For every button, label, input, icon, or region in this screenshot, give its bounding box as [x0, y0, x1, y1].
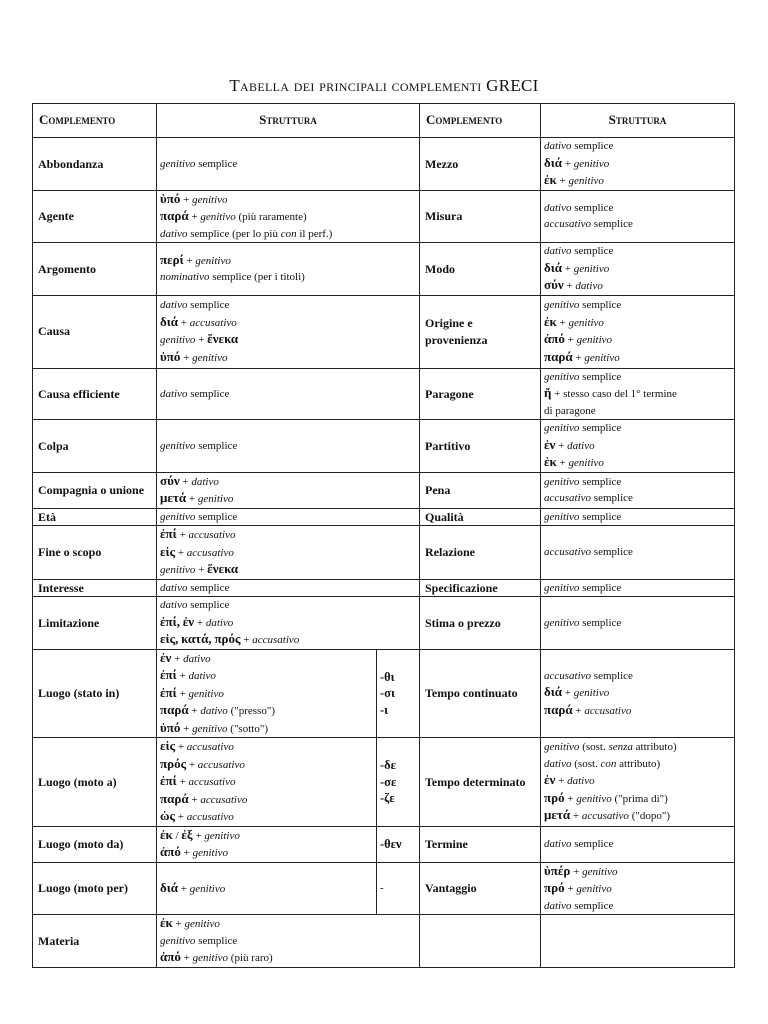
- complement-structure: [157, 649, 377, 738]
- table-row: [33, 526, 735, 580]
- structure-line: σύν + dativo: [544, 277, 603, 292]
- structure-line: ἐκ + genitivo: [544, 313, 604, 329]
- structure-line: genitivo semplice: [544, 581, 622, 594]
- complement-structure-2: [541, 295, 735, 368]
- header-struttura: Struttura: [157, 104, 420, 138]
- title-text: Tabella dei principali complementi GRECI: [229, 76, 539, 95]
- complement-name-2: Relazione: [420, 526, 541, 580]
- structure-line: genitivo semplice: [544, 422, 622, 434]
- structure-line: accusativo semplice: [544, 218, 633, 231]
- suffix: -: [380, 882, 384, 894]
- complement-structure-2: [541, 597, 735, 650]
- structure-line: εἰς + accusativo: [160, 543, 234, 559]
- structure-line: genitivo semplice: [544, 616, 622, 629]
- suffix: -σι: [380, 686, 395, 700]
- complement-structure-2: [541, 508, 735, 526]
- complement-name: Argomento: [33, 243, 157, 296]
- complement-name: Abbondanza: [33, 138, 157, 191]
- suffix: -θι: [380, 669, 395, 684]
- complement-structure: [157, 420, 420, 473]
- complement-name: Causa efficiente: [33, 368, 157, 420]
- complement-structure: [157, 472, 420, 508]
- suffix: -σε: [380, 774, 397, 789]
- complement-structure-2: [541, 862, 735, 915]
- structure-line: διά + genitivo: [544, 154, 610, 170]
- complement-structure: [157, 368, 420, 420]
- structure-line: nominativo semplice (per i titoli): [160, 271, 305, 284]
- suffix-cell: [377, 826, 420, 862]
- table-row: [33, 295, 735, 368]
- structure-line: di paragone: [544, 404, 596, 417]
- page-title: [0, 76, 768, 96]
- complement-name-2: Tempo continuato: [420, 649, 541, 738]
- complement-structure: [157, 915, 420, 968]
- structure-line: σύν + dativo: [160, 472, 219, 488]
- complement-structure: [157, 138, 420, 191]
- complement-name-2: Qualità: [420, 508, 541, 526]
- structure-line: genitivo semplice: [544, 370, 622, 383]
- suffix: -θεν: [380, 836, 402, 851]
- complement-name-2: Tempo determinato: [420, 738, 541, 827]
- complement-name-2: Origine e provenienza: [420, 295, 541, 368]
- structure-line: διά + accusativo: [160, 313, 237, 329]
- structure-line: πρό + genitivo ("prima di"): [544, 789, 668, 805]
- structure-line: genitivo semplice: [160, 510, 238, 523]
- structure-line: μετά + accusativo ("dopo"): [544, 807, 670, 822]
- structure-line: παρά + dativo ("presso"): [160, 702, 275, 717]
- complement-name-2: Stima o prezzo: [420, 597, 541, 650]
- table-body: [33, 138, 735, 968]
- structure-line: genitivo semplice: [544, 510, 622, 523]
- suffix-cell: [377, 738, 420, 827]
- complement-name: Materia: [33, 915, 157, 968]
- structure-line: ἐκ + genitivo: [160, 915, 220, 930]
- structure-line: genitivo semplice: [544, 299, 622, 311]
- structure-line: παρά + accusativo: [544, 701, 632, 717]
- complement-name-2: Paragone: [420, 368, 541, 420]
- structure-line: dativo (sost. con attributo): [544, 757, 661, 770]
- complement-name-2: Termine: [420, 826, 541, 862]
- table-row: [33, 862, 735, 915]
- table-row: [33, 738, 735, 827]
- structure-line: ἐπί + genitivo: [160, 684, 224, 700]
- complement-structure-2: [541, 738, 735, 827]
- structure-line: dativo semplice: [160, 299, 230, 311]
- structure-line: dativo semplice: [160, 581, 230, 594]
- structure-line: ὑπό + genitivo: [160, 190, 228, 206]
- structure-line: genitivo semplice: [160, 157, 238, 170]
- structure-line: genitivo + ἕνεκα: [160, 331, 239, 346]
- structure-line: ἤ + stesso caso del 1° termine: [544, 385, 677, 400]
- complement-name: Colpa: [33, 420, 157, 473]
- suffix-cell: [377, 862, 420, 915]
- structure-line: accusativo semplice: [544, 669, 633, 682]
- structure-line: dativo semplice: [544, 899, 614, 912]
- complement-name: Fine o scopo: [33, 526, 157, 580]
- complement-structure: [157, 508, 420, 526]
- complement-structure: [157, 243, 420, 296]
- structure-line: genitivo semplice: [544, 475, 622, 488]
- complement-structure-2: [541, 472, 735, 508]
- header-complemento: Complemento: [33, 104, 157, 138]
- suffix-cell: [377, 649, 420, 738]
- structure-line: dativo semplice: [544, 837, 614, 850]
- table-row: [33, 508, 735, 526]
- structure-line: εἰς, κατά, πρός + accusativo: [160, 631, 300, 646]
- table-row: [33, 579, 735, 597]
- structure-line: ἐκ / ἐξ + genitivo: [160, 826, 240, 842]
- complement-name: Luogo (moto da): [33, 826, 157, 862]
- suffix: -ι: [380, 702, 389, 717]
- table-row: [33, 243, 735, 296]
- structure-line: genitivo semplice: [160, 439, 238, 452]
- complement-name: Luogo (moto per): [33, 862, 157, 915]
- complement-name: Età: [33, 508, 157, 526]
- structure-line: ἐκ + genitivo: [544, 454, 604, 469]
- structure-line: ἐπί, ἐν + dativo: [160, 613, 234, 629]
- structure-line: dativo semplice: [160, 599, 230, 611]
- complement-name: Limitazione: [33, 597, 157, 650]
- complement-name-2: [420, 915, 541, 968]
- structure-line: dativo semplice: [160, 387, 230, 400]
- complement-name: Luogo (moto a): [33, 738, 157, 827]
- structure-line: ἀπό + genitivo: [544, 331, 613, 346]
- complement-name-2: Modo: [420, 243, 541, 296]
- structure-line: παρά + genitivo (più raramente): [160, 208, 307, 223]
- table-row: [33, 420, 735, 473]
- structure-line: ὑπέρ + genitivo: [544, 862, 618, 878]
- suffix: -ζε: [380, 791, 395, 805]
- structure-line: dativo semplice: [544, 201, 614, 214]
- structure-line: accusativo semplice: [544, 546, 633, 558]
- structure-line: πρός + accusativo: [160, 755, 245, 771]
- structure-line: dativo semplice (per lo più con il perf.): [160, 227, 333, 240]
- complement-name-2: Mezzo: [420, 138, 541, 191]
- complement-structure-2: [541, 915, 735, 968]
- complement-structure: [157, 579, 420, 597]
- structure-line: ἐπί + accusativo: [160, 526, 236, 541]
- structure-line: genitivo semplice: [160, 934, 238, 947]
- table-row: [33, 915, 735, 968]
- structure-line: ἐν + dativo: [160, 649, 211, 665]
- table-row: [33, 826, 735, 862]
- complement-name: Compagnia o unione: [33, 472, 157, 508]
- complement-structure-2: [541, 243, 735, 296]
- structure-line: ἀπό + genitivo (più raro): [160, 949, 273, 964]
- complement-structure-2: [541, 579, 735, 597]
- suffix: -δε: [380, 758, 396, 772]
- structure-line: ὡς + accusativo: [160, 808, 234, 823]
- table-row: [33, 472, 735, 508]
- complement-structure-2: [541, 826, 735, 862]
- structure-line: ἐπί + accusativo: [160, 773, 236, 788]
- complement-name-2: Vantaggio: [420, 862, 541, 915]
- complement-structure-2: [541, 649, 735, 738]
- structure-line: περί + genitivo: [160, 251, 231, 267]
- structure-line: πρό + genitivo: [544, 880, 612, 895]
- complement-name: Causa: [33, 295, 157, 368]
- complement-name-2: Misura: [420, 190, 541, 243]
- structure-line: ἐπί + dativo: [160, 667, 216, 682]
- structure-line: εἰς + accusativo: [160, 738, 234, 753]
- complementi-table: [32, 103, 735, 968]
- table-header-row: [33, 104, 735, 138]
- table-row: [33, 368, 735, 420]
- complement-structure: [157, 526, 420, 580]
- complement-structure-2: [541, 190, 735, 243]
- structure-line: dativo semplice: [544, 140, 614, 152]
- structure-line: ἀπό + genitivo: [160, 844, 229, 859]
- complement-name-2: Specificazione: [420, 579, 541, 597]
- table-row: [33, 597, 735, 650]
- structure-line: ἐκ + genitivo: [544, 172, 604, 187]
- table-row: [33, 138, 735, 191]
- structure-line: genitivo (sost. senza attributo): [544, 741, 677, 753]
- structure-line: genitivo + ἕνεκα: [160, 561, 239, 576]
- complement-structure: [157, 295, 420, 368]
- complement-structure: [157, 826, 377, 862]
- structure-line: dativo semplice: [544, 245, 614, 257]
- complement-structure-2: [541, 368, 735, 420]
- complement-name: Interesse: [33, 579, 157, 597]
- structure-line: διά + genitivo: [544, 684, 610, 699]
- table-row: [33, 190, 735, 243]
- structure-line: ἐν + dativo: [544, 772, 595, 787]
- structure-line: διά + genitivo: [544, 259, 610, 275]
- complement-structure: [157, 738, 377, 827]
- complement-structure: [157, 190, 420, 243]
- complement-structure-2: [541, 420, 735, 473]
- structure-line: παρά + genitivo: [544, 348, 620, 364]
- complement-name: Agente: [33, 190, 157, 243]
- structure-line: ὑπό + genitivo: [160, 348, 228, 364]
- structure-line: ἐν + dativo: [544, 436, 595, 452]
- structure-line: παρά + accusativo: [160, 790, 248, 806]
- header-complemento-2: Complemento: [420, 104, 541, 138]
- complement-name-2: Pena: [420, 472, 541, 508]
- structure-line: ὑπό + genitivo ("sotto"): [160, 719, 268, 735]
- structure-line: διά + genitivo: [160, 879, 226, 895]
- complement-structure-2: [541, 526, 735, 580]
- complement-name-2: Partitivo: [420, 420, 541, 473]
- complement-structure: [157, 597, 420, 650]
- complement-name: Luogo (stato in): [33, 649, 157, 738]
- structure-line: μετά + genitivo: [160, 490, 234, 505]
- table-row: [33, 649, 735, 738]
- structure-line: accusativo semplice: [544, 492, 633, 504]
- complement-structure: [157, 862, 377, 915]
- complement-structure-2: [541, 138, 735, 191]
- header-struttura-2: Struttura: [541, 104, 735, 138]
